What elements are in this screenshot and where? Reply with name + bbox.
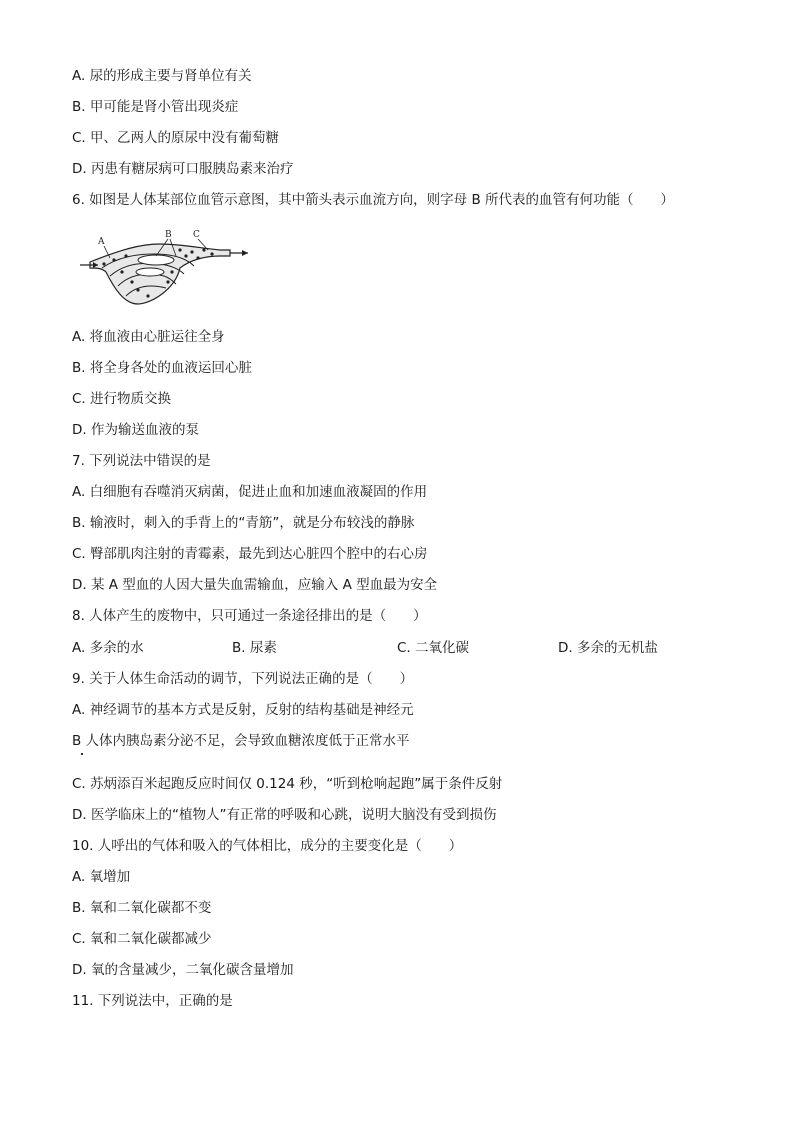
- question-8: 8. 人体产生的废物中，只可通过一条途径排出的是（ ）: [72, 608, 427, 624]
- figure-label-a: A: [98, 237, 105, 247]
- q9-option-a: A. 神经调节的基本方式是反射，反射的结构基础是神经元: [72, 702, 414, 718]
- q8-option-d: D. 多余的无机盐: [558, 640, 658, 656]
- question-10: 10. 人呼出的气体和吸入的气体相比，成分的主要变化是（ ）: [72, 838, 463, 854]
- figure-label-b: B: [165, 230, 172, 240]
- question-7: 7. 下列说法中错误的是: [72, 453, 211, 469]
- line-2: B. 甲可能是肾小管出现炎症: [72, 99, 239, 115]
- q6-option-a: A. 将血液由心脏运往全身: [72, 329, 225, 345]
- q8-option-a: A. 多余的水: [72, 640, 144, 656]
- q10-option-b: B. 氧和二氧化碳都不变: [72, 900, 212, 916]
- q10-option-a: A. 氧增加: [72, 869, 131, 885]
- q8-option-c: C. 二氧化碳: [397, 640, 470, 656]
- q6-option-c: C. 进行物质交换: [72, 391, 172, 407]
- q7-option-a: A. 白细胞有吞噬消灭病菌，促进止血和加速血液凝固的作用: [72, 484, 428, 500]
- figure-label-c: C: [193, 230, 200, 240]
- q7-option-c: C. 臀部肌肉注射的青霉素，最先到达心脏四个腔中的右心房: [72, 546, 428, 562]
- q9-option-d: D. 医学临床上的“植物人”有正常的呼吸和心跳，说明大脑没有受到损伤: [72, 807, 497, 823]
- q6-option-d: D. 作为输送血液的泵: [72, 422, 199, 438]
- line-3: C. 甲、乙两人的原尿中没有葡萄糖: [72, 130, 280, 146]
- q7-option-d: D. 某 A 型血的人因大量失血需输血，应输入 A 型血最为安全: [72, 577, 438, 593]
- line-1: A. 尿的形成主要与肾单位有关: [72, 68, 252, 84]
- question-9: 9. 关于人体生命活动的调节，下列说法正确的是（ ）: [72, 671, 414, 687]
- q9-option-b: B 人体内胰岛素分泌不足，会导致血糖浓度低于正常水平: [72, 733, 410, 749]
- question-11: 11. 下列说法中，正确的是: [72, 993, 233, 1009]
- q7-option-b: B. 输液时，刺入的手背上的“青筋”，就是分布较浅的静脉: [72, 515, 415, 531]
- stray-dot: [81, 753, 83, 755]
- line-4: D. 丙患有糖尿病可口服胰岛素来治疗: [72, 161, 294, 177]
- question-6: 6. 如图是人体某部位血管示意图，其中箭头表示血流方向，则字母 B 所代表的血管有何功能（ ）: [72, 192, 675, 208]
- blood-vessel-diagram: [80, 228, 250, 310]
- q9-option-c: C. 苏炳添百米起跑反应时间仅 0.124 秒，“听到枪响起跑”属于条件反射: [72, 776, 503, 792]
- q10-option-d: D. 氧的含量减少，二氧化碳含量增加: [72, 962, 294, 978]
- q10-option-c: C. 氧和二氧化碳都减少: [72, 931, 212, 947]
- q8-option-b: B. 尿素: [232, 640, 277, 656]
- q6-option-b: B. 将全身各处的血液运回心脏: [72, 360, 252, 376]
